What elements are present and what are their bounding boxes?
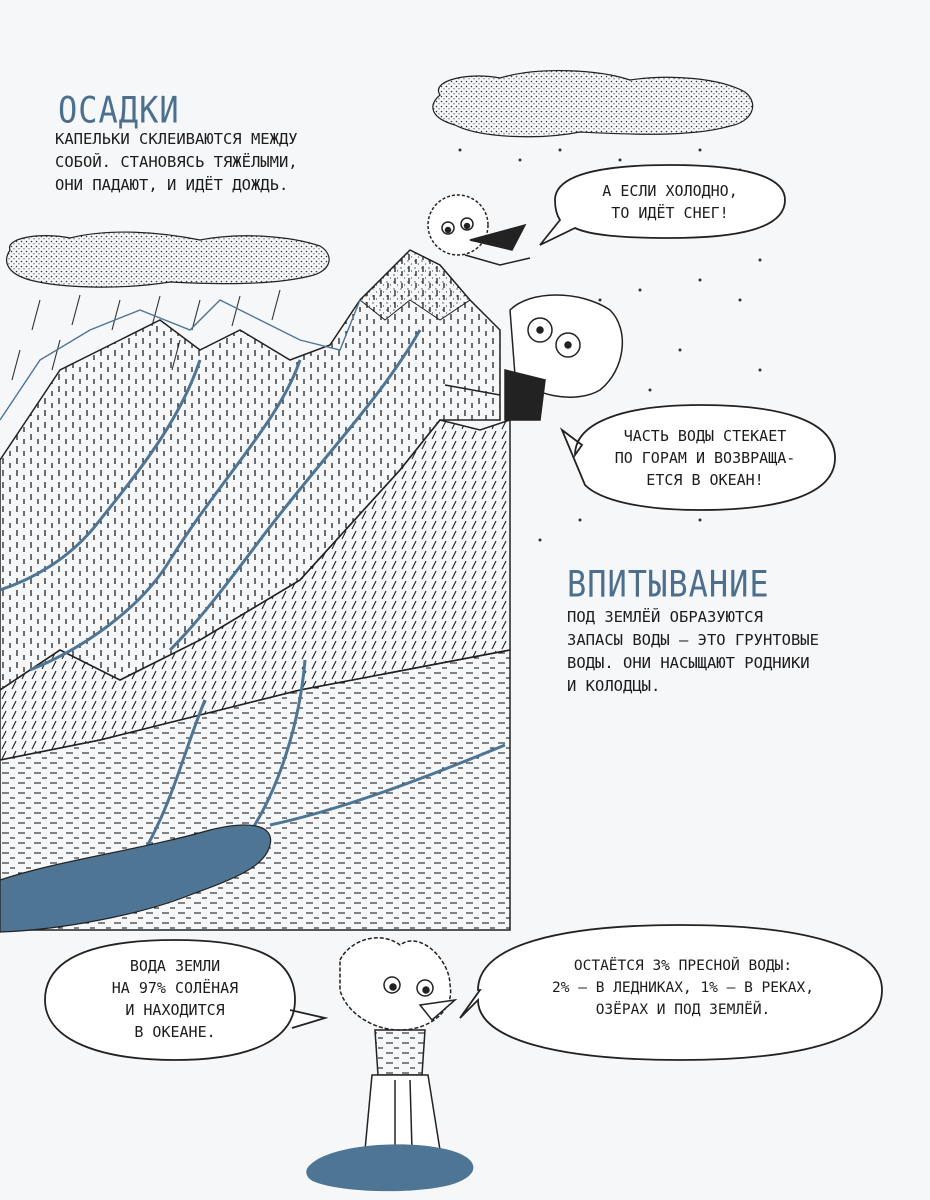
- bubble-ocean-text: [55, 955, 295, 1043]
- bubble-line: ПО ГОРАМ И ВОЗВРАЩА-: [614, 449, 796, 467]
- character-top: [428, 195, 530, 265]
- bubble-fresh-text: [488, 955, 878, 1021]
- bubble-line: ОЗЁРАХ И ПОД ЗЕМЛЁЙ.: [595, 1002, 771, 1018]
- puddle: [306, 1144, 473, 1191]
- precipitation-line: СОБОЙ. СТАНОВЯСЬ ТЯЖЁЛЫМИ,: [55, 153, 298, 171]
- precipitation-line: КАПЕЛЬКИ СКЛЕИВАЮТСЯ МЕЖДУ: [55, 130, 298, 148]
- bubble-line: ОСТАЁТСЯ 3% ПРЕСНОЙ ВОДЫ:: [573, 958, 793, 974]
- precipitation-line: ОНИ ПАДАЮТ, И ИДЁТ ДОЖДЬ.: [55, 176, 289, 194]
- bubble-line: ТО ИДЁТ СНЕГ!: [611, 204, 729, 222]
- cloud-right: [433, 71, 753, 137]
- bubble-line: ЧАСТЬ ВОДЫ СТЕКАЕТ: [623, 427, 787, 445]
- bubble-line: И НАХОДИТСЯ: [125, 1001, 225, 1019]
- bubble-line: ВОДА ЗЕМЛИ: [129, 957, 221, 975]
- bubble-line: ЕТСЯ В ОКЕАН!: [646, 471, 764, 489]
- infiltration-line: И КОЛОДЦЫ.: [567, 677, 661, 695]
- infiltration-text: [567, 606, 819, 698]
- infiltration-line: ПОД ЗЕМЛЁЙ ОБРАЗУЮТСЯ: [567, 608, 763, 626]
- infiltration-line: ВОДЫ. ОНИ НАСЫЩАЮТ РОДНИКИ: [567, 654, 810, 672]
- character-bottom: [340, 938, 455, 1150]
- infiltration-line: ЗАПАСЫ ВОДЫ — ЭТО ГРУНТОВЫЕ: [567, 631, 819, 649]
- bubble-line: А ЕСЛИ ХОЛОДНО,: [602, 182, 738, 200]
- bubble-line: 2% — В ЛЕДНИКАХ, 1% — В РЕКАХ,: [552, 980, 814, 996]
- cloud-left: [7, 232, 330, 287]
- infiltration-heading: ВПИТЫВАНИЕ: [567, 562, 770, 606]
- precipitation-heading: ОСАДКИ: [58, 88, 180, 132]
- bubble-snow-text: [565, 180, 775, 224]
- bubble-line: В ОКЕАНЕ.: [134, 1023, 216, 1041]
- bubble-runoff-text: [585, 425, 825, 491]
- precipitation-text: [55, 128, 298, 197]
- bubble-line: НА 97% СОЛЁНАЯ: [111, 979, 239, 997]
